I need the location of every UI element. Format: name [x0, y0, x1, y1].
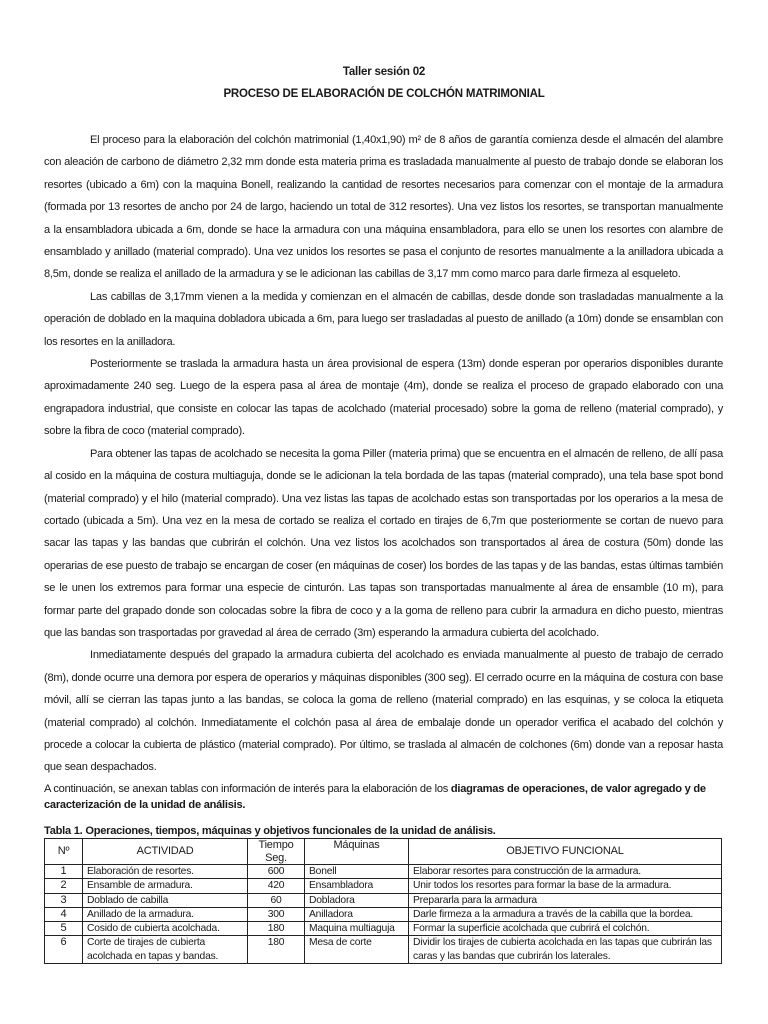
row-num: 5: [45, 922, 83, 936]
row-num: 2: [45, 879, 83, 893]
row-objective: Prepararla para la armadura: [409, 893, 722, 907]
row-num: 6: [45, 936, 83, 964]
header-time-line2: Seg.: [265, 851, 287, 864]
row-objective: Formar la superficie acolchada que cubrirá el colchón.: [409, 922, 722, 936]
tables-intro: [44, 781, 723, 813]
row-time: 600: [248, 865, 305, 879]
row-machine: Ensambladora: [305, 879, 409, 893]
intro-text: A continuación, se anexan tablas con información de interés para la elaboración de los: [44, 783, 451, 795]
row-objective: Darle firmeza a la armadura a través de la cabilla que la bordea.: [409, 907, 722, 921]
row-time: 300: [248, 907, 305, 921]
session-title: Taller sesión 02: [342, 66, 426, 78]
operations-table: [44, 838, 722, 964]
row-activity: Corte de tirajes de cubierta acolchada en tapas y bandas.: [83, 936, 248, 964]
table-row: [45, 936, 722, 964]
paragraph: Las cabillas de 3,17mm vienen a la medida y comienzan en el almacén de cabillas, desde donde son trasladadas manualmente a la operación de doblado en la maquina dobladora ubicada a 6m, para luego ser trasladadas al puesto de anillado (a 10m) donde se ensamblan con los resortes en la anilladora.: [44, 290, 723, 348]
table-row: [45, 865, 722, 879]
table-row: [45, 922, 722, 936]
paragraph: Inmediatamente después del grapado la armadura cubierta del acolchado es enviada manualmente al puesto de trabajo de cerrado (8m), donde ocurre una demora por espera de operarios y máquinas disponibles (300 seg). El cerrado ocurre en la máquina de costura con base móvil, allí se cierran las tapas junto a las bandas, se coloca la goma de relleno (material comprado) en las esquinas, y se coloca la etiqueta (material comprado) al colchón. Inmediatamente el colchón pasa al área de embalaje donde un operador verifica el acabado del colchón y procede a colocar la cubierta de plástico (material comprado). Por último, se traslada al almacén de colchones (6m) donde van a reposar hasta que sean despachados.: [44, 649, 723, 774]
paragraph: Para obtener las tapas de acolchado se necesita la goma Piller (materia prima) que se encuentra en el almacén de relleno, de allí pasa al cosido en la máquina de costura multiaguja, donde se le adicionan la tela bordada de las tapas (material comprado), una tela base spot bond (material comprado) y el hilo (material comprado). Una vez listas las tapas de acolchado estas son transportadas por los operarios a la mesa de cortado (ubicada a 5m). Una vez en la mesa de cortado se realiza el cortado en tirajes de 6,7m que posteriormente se cortan de nuevo para sacar las tapas y las bandas que cubrirán el colchón. Una vez listos los acolchados son transportados al área de costura (50m) donde las operarias de ese puesto de trabajo se encargan de coser (en máquinas de coser) los bordes de las tapas y de las bandas, estas últimas también se le unen los extremos para formar una especie de cinturón. Las tapas son transportadas manualmente al área de ensamble (10 m), para formar parte del grapado donde son colocadas sobre la fibra de coco y a la goma de relleno para cubrir la armadura en dicho puesto, mientras que las bandas son trasportadas por gravedad al área de cerrado (3m) esperando la armadura cubierta del acolchado.: [44, 447, 723, 639]
paragraph: Posteriormente se traslada la armadura hasta un área provisional de espera (13m) donde esperan por operarios disponibles durante aproximadamente 240 seg. Luego de la espera pasa al área de montaje (4m), donde se realiza el proceso de grapado elaborado con una engrapadora industrial, que consiste en colocar las tapas de acolchado (material procesado) sobre la goma de relleno (material comprado), y sobre la fibra de coco (material comprado).: [44, 358, 723, 438]
table-caption: Tabla 1. Operaciones, tiempos, máquinas y objetivos funcionales de la unidad de análisis.: [44, 825, 496, 837]
table-row: [45, 907, 722, 921]
header-machines: Máquinas: [305, 839, 409, 865]
row-machine: Dobladora: [305, 893, 409, 907]
document-title: PROCESO DE ELABORACIÓN DE COLCHÓN MATRIMONIAL: [223, 88, 545, 100]
row-machine: Bonell: [305, 865, 409, 879]
row-machine: Mesa de corte: [305, 936, 409, 964]
table-row: [45, 879, 722, 893]
row-num: 3: [45, 893, 83, 907]
row-num: 1: [45, 865, 83, 879]
paragraph: El proceso para la elaboración del colchón matrimonial (1,40x1,90) m² de 8 años de garantía comienza desde el almacén del alambre con aleación de carbono de diámetro 2,32 mm donde esta materia prima es trasladada manualmente al puesto de trabajo donde se elaboran los resortes (ubicado a 6m) con la maquina Bonell, realizando la cantidad de resortes necesarios para comenzar con el montaje de la armadura (formada por 13 resortes de ancho por 24 de largo, haciendo un total de 312 resortes). Una vez listos los resortes, se transportan manualmente a la ensambladora ubicada a 6m, donde se hace la armadura con una máquina ensambladora, para ello se unen los resortes con alambre de ensamblado y anillado (material comprado). Una vez unidos los resortes se pasa el conjunto de resortes manualmente a la anilladora ubicada a 8,5m, donde se realiza el anillado de la armadura y se le adicionan las cabillas de 3,17 mm como marco para darle firmeza al esqueleto.: [44, 134, 723, 281]
row-activity: Doblado de cabilla: [83, 893, 248, 907]
row-activity: Anillado de la armadura.: [83, 907, 248, 921]
table-header-row: [45, 839, 722, 865]
intro-emphasis: diagramas de operaciones, de valor agregado y de caracterización de la unidad de análisis.: [44, 783, 706, 811]
row-objective: Elaborar resortes para construcción de la armadura.: [409, 865, 722, 879]
header-num: Nº: [45, 839, 83, 865]
table-row: [45, 893, 722, 907]
row-machine: Anilladora: [305, 907, 409, 921]
row-activity: Elaboración de resortes.: [83, 865, 248, 879]
header-objective: OBJETIVO FUNCIONAL: [409, 839, 722, 865]
row-activity: Cosido de cubierta acolchada.: [83, 922, 248, 936]
header-activity: ACTIVIDAD: [83, 839, 248, 865]
process-description: [44, 129, 723, 779]
row-activity: Ensamble de armadura.: [83, 879, 248, 893]
row-time: 420: [248, 879, 305, 893]
row-machine: Maquina multiaguja: [305, 922, 409, 936]
row-time: 180: [248, 936, 305, 964]
header-time-line1: Tiempo: [258, 839, 294, 851]
row-num: 4: [45, 907, 83, 921]
row-objective: Dividir los tirajes de cubierta acolchada en las tapas que cubrirán las caras y las bandas que cubrirán los laterales.: [409, 936, 722, 964]
row-time: 180: [248, 922, 305, 936]
header-time: [248, 839, 305, 865]
row-time: 60: [248, 893, 305, 907]
row-objective: Unir todos los resortes para formar la base de la armadura.: [409, 879, 722, 893]
